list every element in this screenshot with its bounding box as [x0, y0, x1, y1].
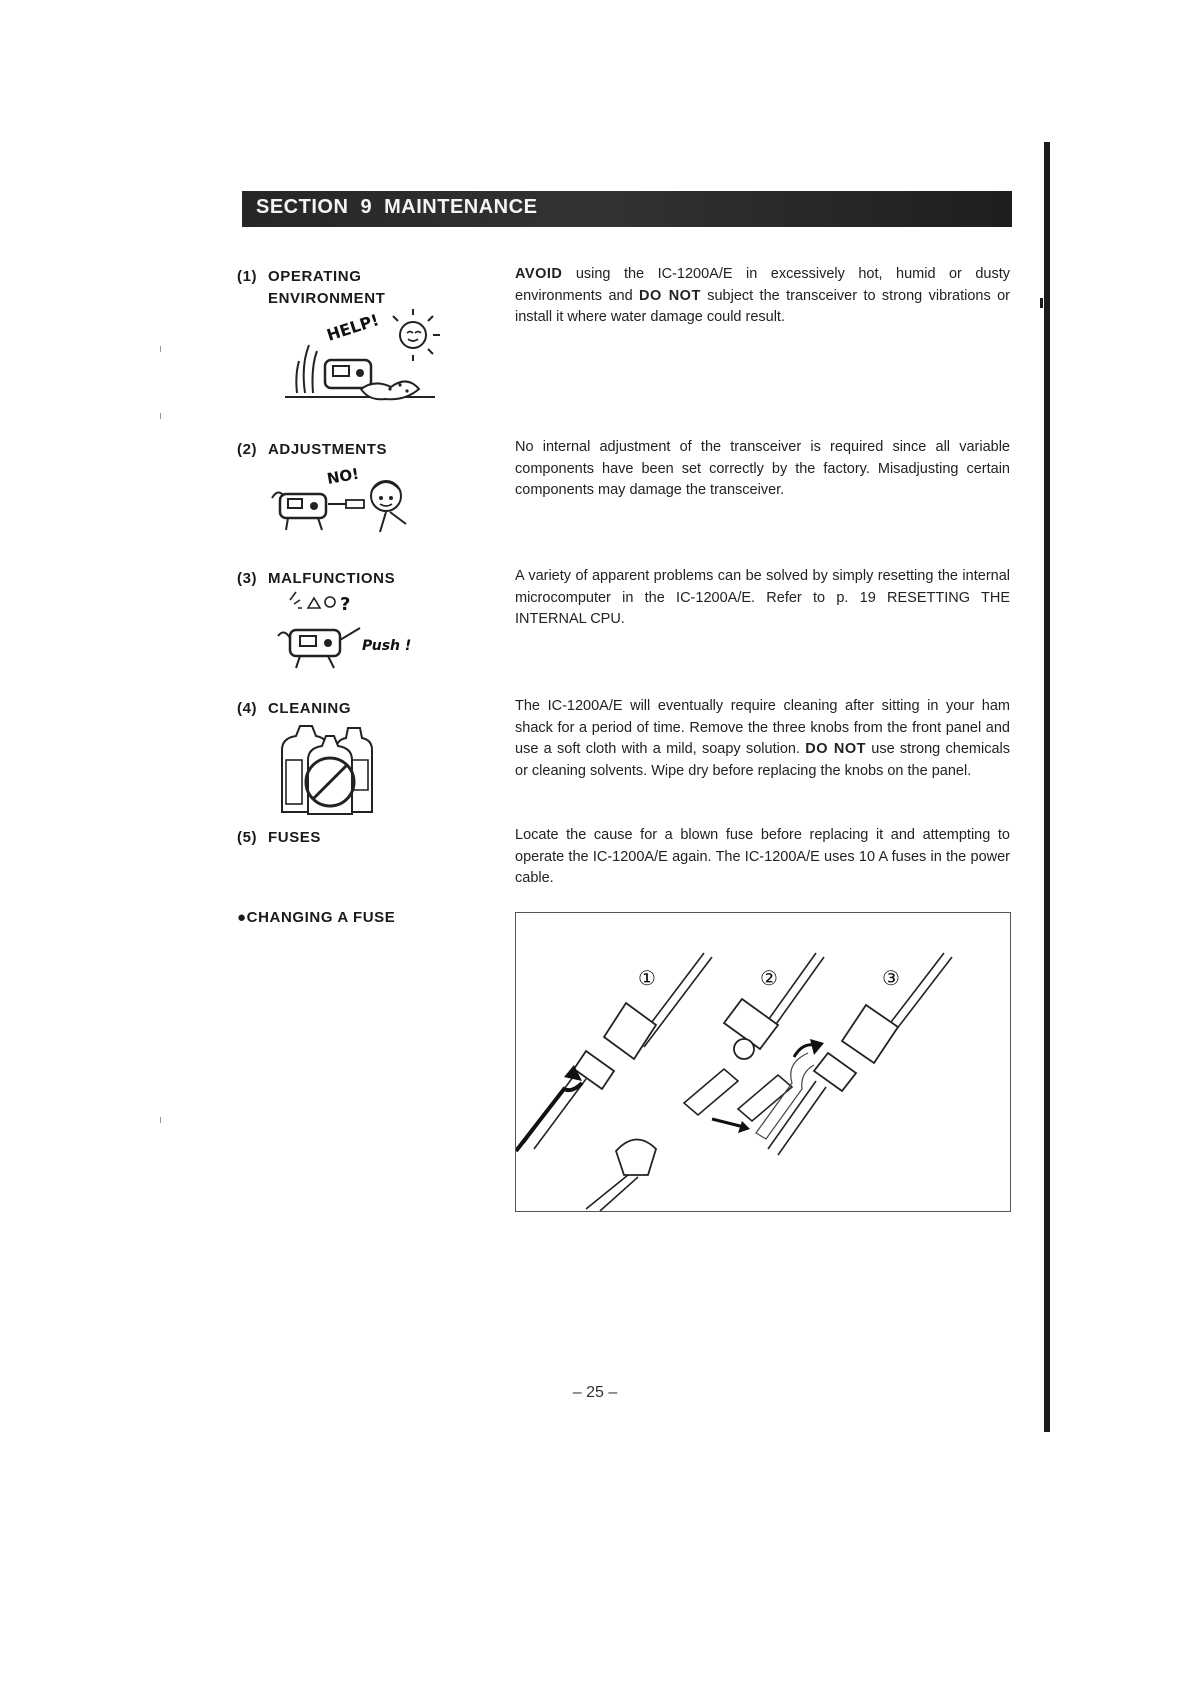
section-title: ADJUSTMENTS: [268, 441, 388, 458]
step-1-marker: ①: [638, 966, 656, 990]
section-label-operating-environment: [237, 266, 385, 310]
section-label-fuses: [237, 827, 321, 849]
cartoon-malfunction-illustration: [270, 588, 430, 674]
paragraph-text: subject the transceiver to strong vibrations or install it where water damage could result.: [515, 287, 1010, 325]
emphasis-do-not: DO NOT: [639, 287, 701, 304]
section-title-line2: ENVIRONMENT: [268, 290, 386, 307]
section-number: (2): [237, 441, 258, 458]
margin-mark: [160, 1117, 161, 1123]
cartoon-caption: HELP!: [324, 310, 382, 345]
section-title: CLEANING: [268, 700, 352, 717]
paragraph-fuses: Locate the cause for a blown fuse before replacing it and attempting to operate the IC-1200A/E again. The IC-1200A/E uses 10 A fuses in the power cable.: [515, 827, 1010, 886]
section-title-line1: OPERATING: [268, 268, 362, 285]
paragraph-adjustments: No internal adjustment of the transceiver is required since all variable components have been set correctly by the factory. Misadjusting certain components may damage the transceiver.: [515, 439, 1010, 498]
section-number: (1): [237, 268, 258, 285]
section-title: MALFUNCTIONS: [268, 570, 396, 587]
paragraph-malfunctions: A variety of apparent problems can be solved by simply resetting the internal microcomputer in the IC-1200A/E. Refer to p. 19 RESETTING THE INTERNAL CPU.: [515, 568, 1010, 627]
emphasis-avoid: AVOID: [515, 266, 563, 282]
paragraph-text: using the IC-1200A/E in excessively hot, humid or dusty environments and: [515, 266, 1010, 304]
cleaning-products-illustration: [272, 720, 392, 820]
fuse-change-diagram: [515, 912, 1011, 1212]
cartoon-caption: NO!: [325, 464, 361, 488]
paragraph-text: use strong chemicals or cleaning solvents. Wipe dry before replacing the knobs on the panel.: [515, 741, 1010, 779]
section-title: SECTION 9 MAINTENANCE: [256, 196, 538, 218]
section-number: (3): [237, 570, 258, 587]
paragraph-operating-environment: [515, 264, 1010, 329]
changing-fuse-heading: ●CHANGING A FUSE: [237, 909, 396, 926]
step-3-marker: ③: [882, 966, 900, 990]
page-edge-bar: [1044, 142, 1050, 1432]
paragraph-cleaning: [515, 696, 1010, 782]
paragraph-text: The IC-1200A/E will eventually require cleaning after sitting in your ham shack for a period of time. Remove the three knobs from the front panel and use a soft cloth with a mild, soapy solution.: [515, 698, 1010, 757]
section-number: (4): [237, 700, 258, 717]
fuse-diagram-drawing: [516, 913, 1010, 1211]
margin-mark: [160, 413, 161, 419]
emphasis-do-not: DO NOT: [805, 741, 866, 757]
section-label-cleaning: [237, 698, 351, 720]
section-title: FUSES: [268, 829, 322, 846]
cartoon-caption: Push !: [362, 638, 412, 654]
margin-mark: [160, 346, 161, 352]
section-label-malfunctions: [237, 568, 395, 590]
page-edge-mark: [1040, 298, 1043, 308]
cartoon-adjustments-illustration: [268, 458, 428, 538]
step-2-marker: ②: [760, 966, 778, 990]
section-number: (5): [237, 829, 258, 846]
page-number: – 25 –: [572, 1384, 618, 1401]
question-mark-glyph: ?: [340, 594, 351, 615]
section-header-banner: [242, 191, 1012, 227]
cartoon-hot-environment-illustration: [265, 305, 455, 405]
